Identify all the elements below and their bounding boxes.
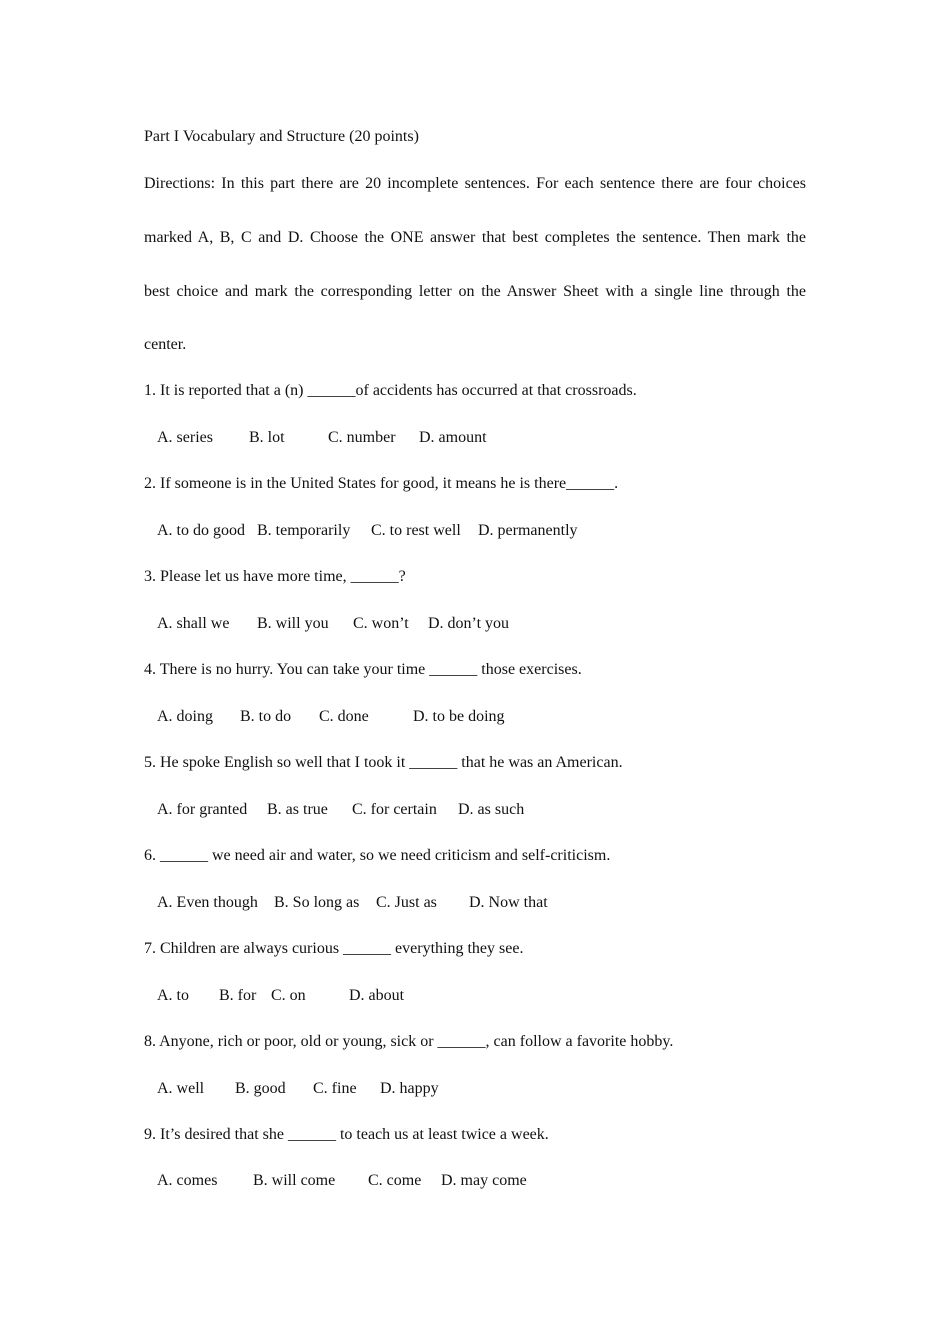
option-a: A. to [157, 987, 189, 1004]
question-9-text: 9. It’s desired that she ______ to teach us at least twice a week. [144, 1126, 549, 1143]
option-d: D. to be doing [413, 708, 505, 725]
question-1-text: 1. It is reported that a (n) ______of accidents has occurred at that crossroads. [144, 382, 637, 399]
option-a: A. Even though [157, 894, 258, 911]
option-b: B. for [219, 987, 257, 1004]
question-4-text: 4. There is no hurry. You can take your time ______ those exercises. [144, 661, 582, 678]
option-d: D. Now that [469, 894, 548, 911]
option-c: C. on [271, 987, 306, 1004]
option-d: D. permanently [478, 522, 578, 539]
option-c: C. come [368, 1172, 422, 1189]
directions-line-2: marked A, B, C and D. Choose the ONE answer that best completes the sentence. Then mark the [144, 229, 806, 246]
option-a: A. to do good [157, 522, 245, 539]
option-c: C. for certain [352, 801, 437, 818]
option-c: C. fine [313, 1080, 357, 1097]
question-8-text: 8. Anyone, rich or poor, old or young, sick or ______, can follow a favorite hobby. [144, 1033, 674, 1050]
option-c: C. number [328, 429, 396, 446]
option-b: B. temporarily [257, 522, 351, 539]
option-d: D. amount [419, 429, 487, 446]
part-title: Part I Vocabulary and Structure (20 points) [144, 128, 419, 145]
option-b: B. will come [253, 1172, 336, 1189]
option-b: B. as true [267, 801, 328, 818]
option-c: C. Just as [376, 894, 437, 911]
option-c: C. to rest well [371, 522, 461, 539]
question-9-options [157, 1171, 527, 1291]
option-a: A. series [157, 429, 213, 446]
directions-line-4: center. [144, 336, 187, 353]
directions-line-1: Directions: In this part there are 20 incomplete sentences. For each sentence there are four choices [144, 175, 806, 192]
question-7-text: 7. Children are always curious ______ everything they see. [144, 940, 524, 957]
option-d: D. don’t you [428, 615, 510, 632]
option-c: C. done [319, 708, 369, 725]
question-5-text: 5. He spoke English so well that I took it ______ that he was an American. [144, 754, 623, 771]
question-2-text: 2. If someone is in the United States for good, it means he is there______. [144, 475, 619, 492]
option-b: B. will you [257, 615, 329, 632]
option-a: A. doing [157, 708, 213, 725]
option-d: D. happy [380, 1080, 439, 1097]
directions-line-3: best choice and mark the corresponding letter on the Answer Sheet with a single line through the [144, 283, 806, 300]
option-a: A. comes [157, 1172, 218, 1189]
question-3-text: 3. Please let us have more time, ______? [144, 568, 406, 585]
option-b: B. So long as [274, 894, 360, 911]
option-b: B. to do [240, 708, 292, 725]
option-a: A. well [157, 1080, 205, 1097]
option-d: D. as such [458, 801, 525, 818]
option-d: D. about [349, 987, 405, 1004]
option-b: B. good [235, 1080, 286, 1097]
option-c: C. won’t [353, 615, 409, 632]
option-a: A. shall we [157, 615, 230, 632]
option-d: D. may come [441, 1172, 527, 1189]
question-6-text: 6. ______ we need air and water, so we need criticism and self-criticism. [144, 847, 611, 864]
option-b: B. lot [249, 429, 285, 446]
option-a: A. for granted [157, 801, 248, 818]
